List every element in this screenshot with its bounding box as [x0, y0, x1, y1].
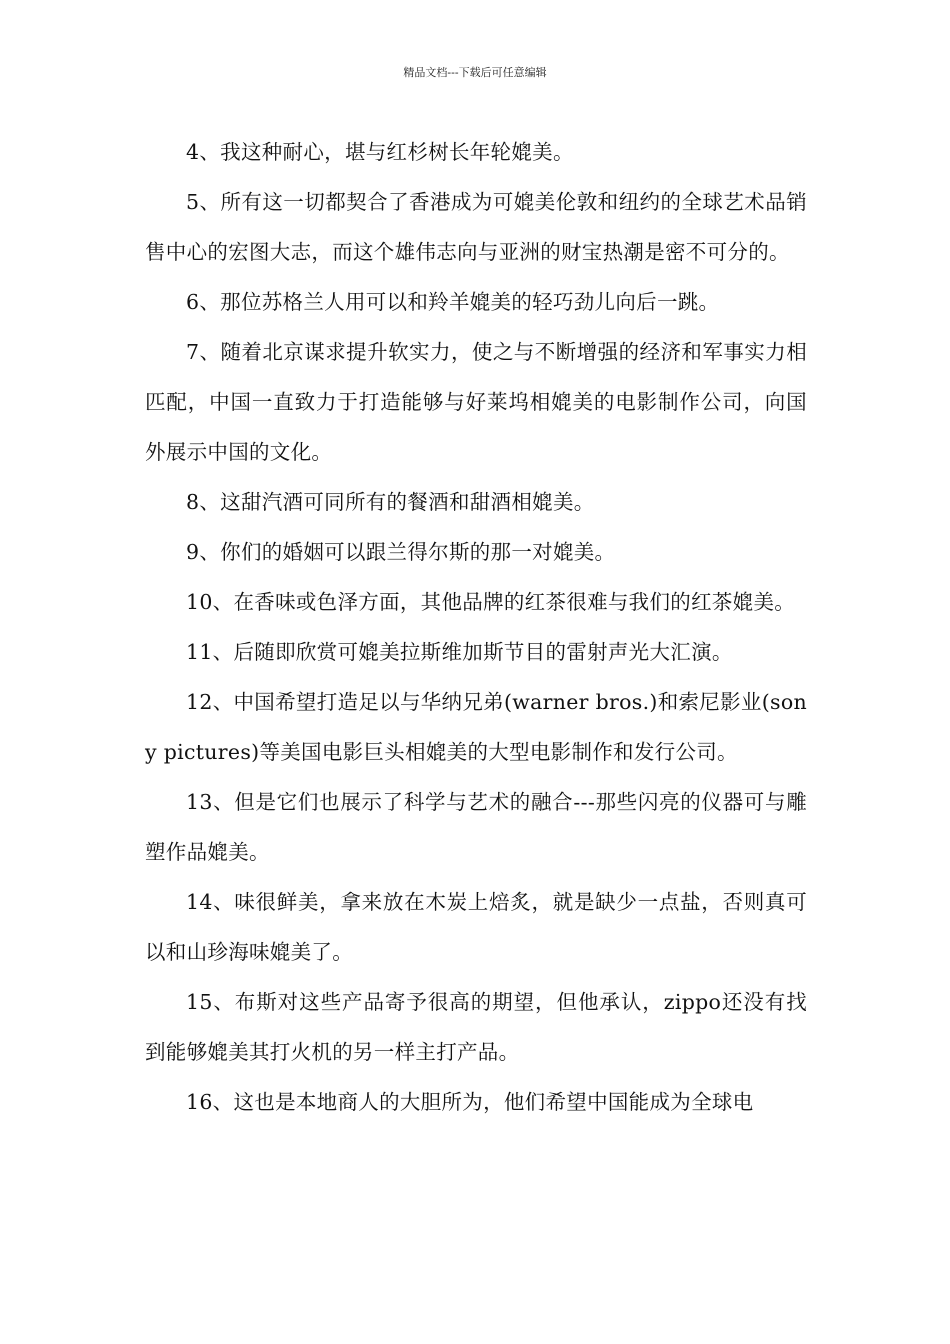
paragraph-5: 5、所有这一切都契合了香港成为可媲美伦敦和纽约的全球艺术品销售中心的宏图大志，而这个雄伟志向与亚洲的财宝热潮是密不可分的。	[145, 190, 807, 264]
paragraph-6: 6、那位苏格兰人用可以和羚羊媲美的轻巧劲儿向后一跳。	[186, 290, 720, 314]
paragraph-7: 7、随着北京谋求提升软实力，使之与不断增强的经济和军事实力相匹配，中国一直致力于打造能够与好莱坞相媲美的电影制作公司，向国外展示中国的文化。	[145, 340, 807, 464]
paragraph-14: 14、味很鲜美，拿来放在木炭上焙炙，就是缺少一点盐，否则真可以和山珍海味媲美了。	[145, 890, 807, 964]
paragraph-16: 16、这也是本地商人的大胆所为，他们希望中国能成为全球电	[186, 1090, 754, 1114]
paragraph-9: 9、你们的婚姻可以跟兰得尔斯的那一对媲美。	[186, 540, 616, 564]
paragraph-10: 10、在香味或色泽方面，其他品牌的红茶很难与我们的红茶媲美。	[186, 590, 796, 614]
paragraph-11: 11、后随即欣赏可媲美拉斯维加斯节目的雷射声光大汇演。	[186, 640, 733, 664]
paragraph-13: 13、但是它们也展示了科学与艺术的融合---那些闪亮的仪器可与雕塑作品媲美。	[145, 790, 807, 864]
page-header: 精品文档---下载后可任意编辑	[403, 66, 547, 79]
document-body	[145, 127, 807, 1127]
paragraph-4: 4、我这种耐心，堪与红杉树长年轮媲美。	[186, 140, 574, 164]
paragraph-15: 15、布斯对这些产品寄予很高的期望，但他承认，zippo还没有找到能够媲美其打火机的另一样主打产品。	[145, 990, 807, 1064]
paragraph-12: 12、中国希望打造足以与华纳兄弟(warner bros.)和索尼影业(sony pictures)等美国电影巨头相媲美的大型电影制作和发行公司。	[145, 690, 807, 764]
paragraph-8: 8、这甜汽酒可同所有的餐酒和甜酒相媲美。	[186, 490, 595, 514]
